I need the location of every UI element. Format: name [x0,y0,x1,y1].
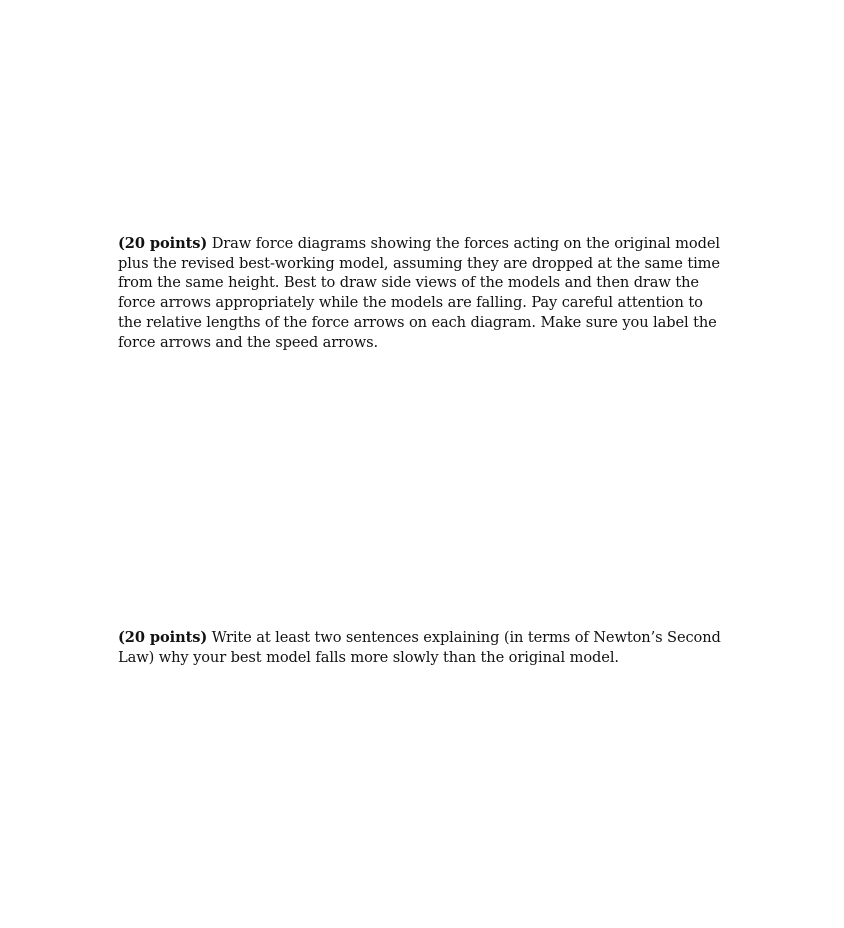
question-1-points: (20 points) [118,235,208,252]
question-2-text: Write at least two sentences explaining (in terms of Newton’s Second Law) why your best model falls more slowly than the original model. [118,629,721,666]
question-2-points: (20 points) [118,629,208,646]
question-1-text: Draw force diagrams showing the forces acting on the original model plus the revised best-working model, assuming they are dropped at the same time from the same height. Best to draw side views of the models and then draw the force arrows appropriately while the models are falling. Pay careful attention to the relative lengths of the force arrows on each diagram. Make sure you label the force arrows and the speed arrows. [118,235,720,351]
question-1 [118,234,730,352]
question-2 [118,628,730,667]
